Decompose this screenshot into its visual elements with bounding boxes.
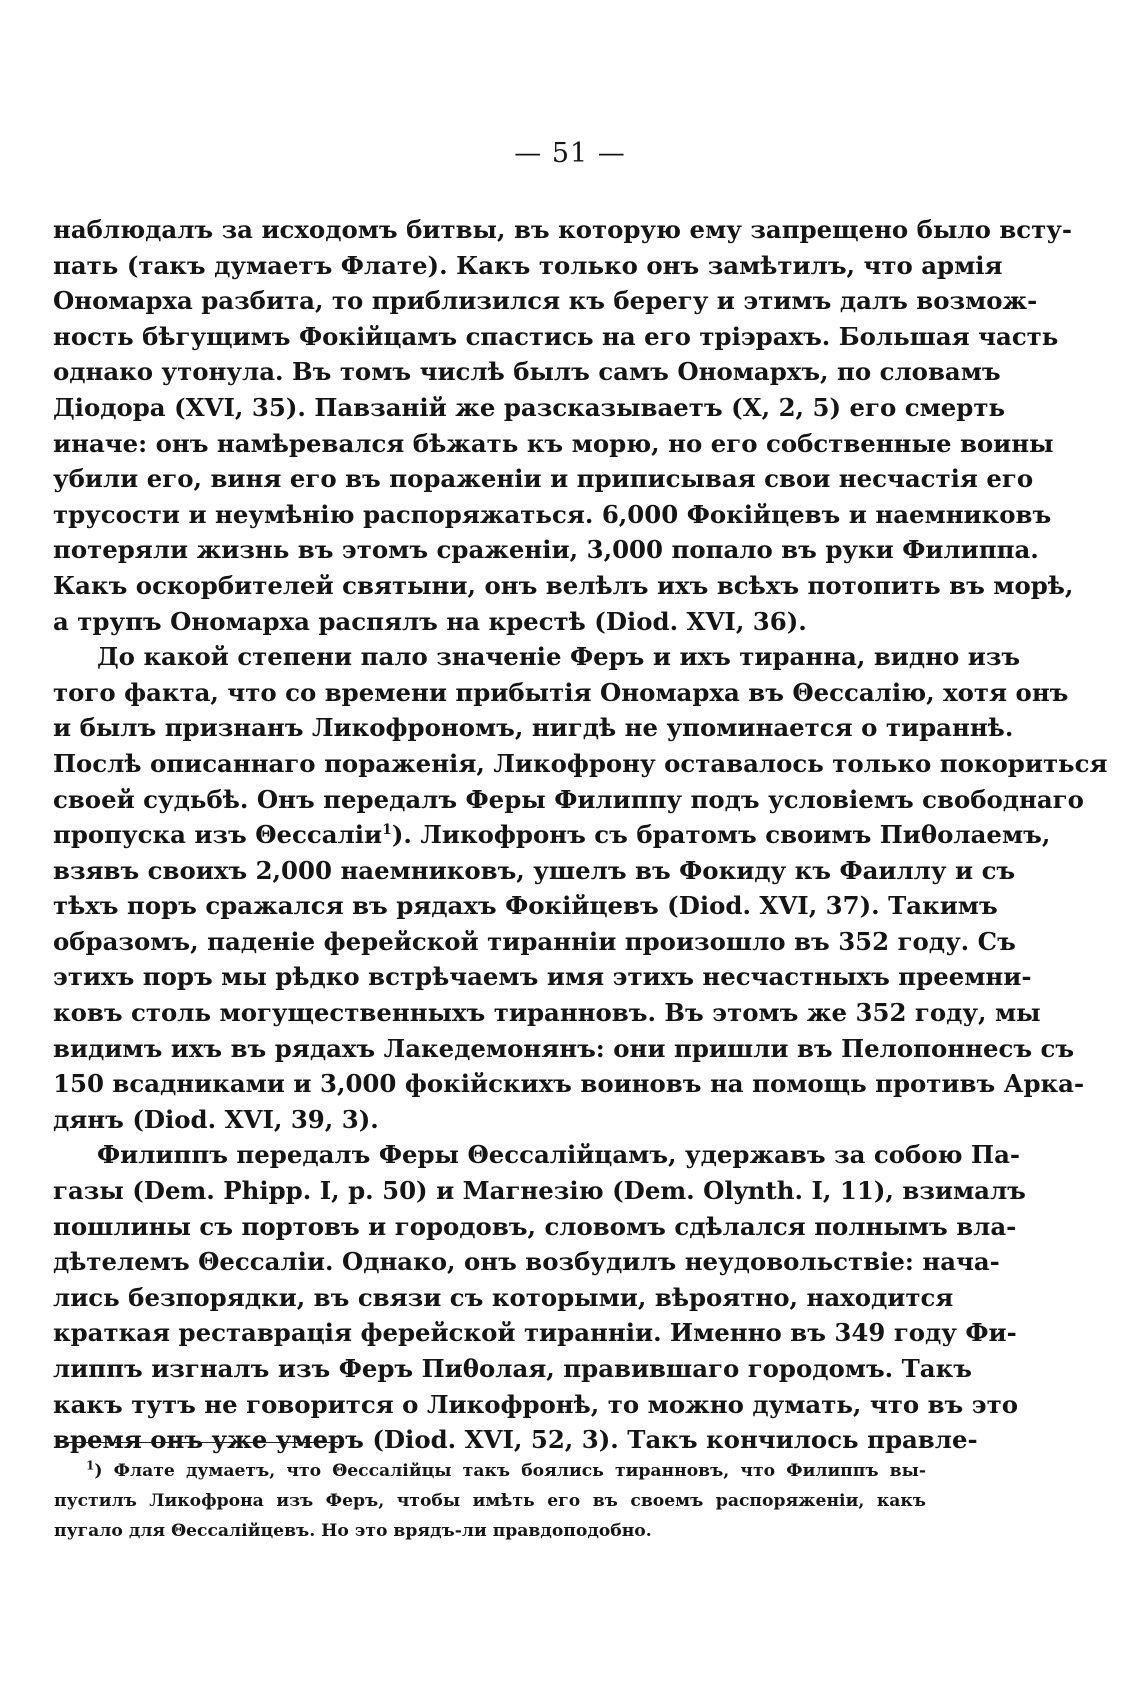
text-line: ковъ столь могущественныхъ тиранновъ. Въ этомъ же 352 году, мы (53, 998, 1041, 1028)
text-line: своей судьбѣ. Онъ передалъ Феры Филиппу подъ условіемъ свободнаго (53, 784, 1084, 814)
text-line: лись безпорядки, въ связи съ которыми, вѣроятно, находится (53, 1282, 954, 1312)
text-line: До какой степени пало значеніе Феръ и ихъ тиранна, видно изъ (97, 642, 1021, 672)
text-line: газы (Dem. Phipp. I, p. 50) и Магнезію (Dem. Olynth. I, 11), взималъ (53, 1176, 1026, 1206)
footnote-divider (60, 1442, 338, 1443)
footnote-text: ) Флате думаетъ, что Θессалійцы такъ боялись тиранновъ, что Филиппъ вы- (94, 1461, 926, 1481)
text-line: дянъ (Diod. XVI, 39, 3). (53, 1104, 379, 1134)
text-line: 150 всадниками и 3,000 фокійскихъ воиновъ на помощь противъ Арка- (53, 1069, 1085, 1099)
text-line: иначе: онъ намѣревался бѣжать къ морю, но его собственные воины (53, 428, 1054, 458)
text-line: краткая реставрація ферейской тиранніи. Именно въ 349 году Фи- (53, 1318, 1017, 1348)
text-line: время онъ уже умеръ (Diod. XVI, 52, 3). Такъ кончилось правле- (53, 1425, 978, 1455)
text-line: Діодора (XVI, 35). Павзаній же разсказываетъ (X, 2, 5) его смерть (53, 392, 1006, 422)
main-text (53, 212, 1108, 1458)
text-line: а трупъ Ономарха распялъ на крестѣ (Diod. XVI, 36). (53, 606, 807, 636)
text-line: наблюдалъ за исходомъ битвы, въ которую ему запрещено было всту- (53, 215, 1072, 244)
text-line: ность бѣгущимъ Фокійцамъ спастись на его тріэрахъ. Большая часть (53, 321, 1059, 351)
text-line: образомъ, паденіе ферейской тиранніи произошло въ 352 году. Съ (53, 926, 1016, 956)
text-line: Филиппъ передалъ Феры Θессалійцамъ, удержавъ за собою Па- (97, 1140, 1021, 1170)
footnote-line (86, 1456, 926, 1486)
text-line: потеряли жизнь въ этомъ сраженіи, 3,000 попало въ руки Филиппа. (53, 535, 1039, 565)
text-line: трусости и неумѣнію распоряжаться. 6,000 Фокійцевъ и наемниковъ (53, 499, 1052, 529)
text-line: тѣхъ поръ сражался въ рядахъ Фокійцевъ (Diod. XVI, 37). Такимъ (53, 891, 998, 921)
footnote-reference[interactable]: 1 (382, 821, 392, 838)
footnote-line: пугало для Θессалійцевъ. Но это врядъ-ли правдоподобно. (54, 1521, 652, 1541)
text-line: убили его, виня его въ пораженіи и приписывая свои несчастія его (53, 464, 1034, 494)
text-line: дѣтелемъ Θессаліи. Однако, онъ возбудилъ неудовольствіе: нача- (53, 1247, 1000, 1277)
text-line: однако утонула. Въ томъ числѣ былъ самъ Ономархъ, по словамъ (53, 357, 1001, 387)
text-line: взявъ своихъ 2,000 наемниковъ, ушелъ въ Фокиду къ Фаиллу и съ (53, 855, 1016, 885)
footnote-marker: 1 (86, 1458, 95, 1473)
text-line: этихъ поръ мы рѣдко встрѣчаемъ имя этихъ несчастныхъ преемни- (53, 962, 1032, 992)
text-line: Ономарха разбита, то приблизился къ берегу и этимъ далъ возмож- (53, 286, 1038, 316)
text-line: пать (такъ думаетъ Флате). Какъ только онъ замѣтилъ, что армія (53, 250, 1003, 280)
paragraph-3 (53, 1137, 1026, 1457)
text-line: того факта, что со времени прибытія Ономарха въ Θессалію, хотя онъ (53, 677, 1069, 707)
text-line: видимъ ихъ въ рядахъ Лакедемонянъ: они пришли въ Пелопоннесъ съ (53, 1033, 1075, 1063)
text-line: Какъ оскорбителей святыни, онъ велѣлъ ихъ всѣхъ потопить въ морѣ, (53, 570, 1074, 600)
text-line: Послѣ описаннаго пораженія, Ликофрону оставалось только покориться (53, 748, 1108, 778)
text-line: какъ тутъ не говорится о Ликофронѣ, то можно думать, что въ это (53, 1389, 1018, 1419)
page-number: — 51 — (514, 138, 626, 169)
footnote (54, 1456, 926, 1546)
line-tail: ). Ликофронъ съ братомъ своимъ Пиθолаемъ, (391, 820, 1051, 850)
text-line: липпъ изгналъ изъ Феръ Пиθолая, правившаго городомъ. Такъ (53, 1354, 972, 1383)
line-head: пропуска изъ Θессаліи (53, 820, 383, 850)
text-line-with-footnote-ref (53, 817, 1051, 853)
text-line: пошлины съ портовъ и городовъ, словомъ сдѣлался полнымъ вла- (53, 1211, 1017, 1241)
footnote-line: пустилъ Ликофрона изъ Феръ, чтобы имѣть его въ своемъ распоряженіи, какъ (54, 1491, 926, 1511)
text-line: и былъ признанъ Ликофрономъ, нигдѣ не упоминается о тираннѣ. (53, 713, 1014, 743)
paragraph-2 (53, 639, 1108, 1137)
paragraph-1 (53, 212, 1074, 639)
